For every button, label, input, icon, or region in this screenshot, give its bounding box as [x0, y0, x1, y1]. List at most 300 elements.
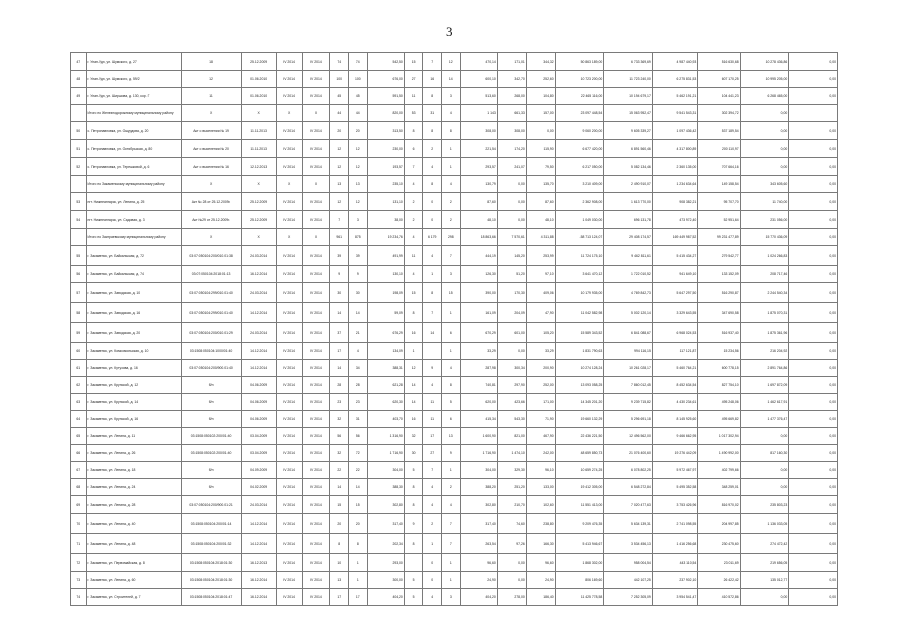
table-cell: 1 716,90	[460, 445, 497, 462]
table-cell: г. Закаменск, ул. Ленина, д. 48	[86, 534, 181, 554]
table-cell: 11.11.2013	[241, 122, 276, 140]
table-cell: 8	[442, 122, 461, 140]
table-cell: 0,00	[497, 554, 526, 572]
table-cell: 9 541 543,31	[652, 105, 697, 122]
table-cell: IV 2014	[302, 303, 330, 323]
table-cell: 5 296 691,18	[604, 411, 653, 428]
table-cell: 22	[349, 462, 368, 479]
table-cell: IV 2014	[302, 589, 330, 606]
table-cell: 8	[404, 479, 423, 496]
table-cell: X	[276, 105, 302, 122]
table-cell: 68	[71, 479, 87, 496]
table-cell: г. Закаменск, ул. Ленина, д. 28	[86, 496, 181, 514]
table-cell: 12	[330, 193, 349, 211]
table-cell: 9 605 339,27	[604, 122, 653, 140]
table-row	[71, 246, 838, 266]
table-cell: 4	[349, 343, 368, 360]
table-cell: 7 020 477,63	[604, 496, 653, 514]
table-cell: 10 194 679,17	[604, 88, 653, 105]
table-cell: 11 551 413,00	[555, 496, 604, 514]
table-cell: 13	[330, 572, 349, 589]
table-cell: 1 697 872,09	[740, 377, 789, 394]
table-cell: 300,00	[367, 572, 404, 589]
table-cell: 27	[423, 445, 442, 462]
table-cell: г. Закаменск, ул. Ленина, д. 26	[86, 445, 181, 462]
table-cell: г. Улан-Удэ, ул. Шумского, д. 59/2	[86, 71, 181, 88]
table-cell: IV 2014	[302, 377, 330, 394]
table-cell: 130,10	[367, 266, 404, 283]
table-cell: 5 413 946,67	[555, 534, 604, 554]
table-cell: 1 474,10	[497, 445, 526, 462]
table-cell: 263,54	[460, 534, 497, 554]
table-cell: г. Закаменск, ул. Ленина, д. 18	[86, 462, 181, 479]
table-cell: г. Закаменск, ул. Ленина, д. 11	[86, 428, 181, 445]
table-cell: 0,00	[789, 229, 838, 246]
table-cell: 12	[349, 158, 368, 176]
page-number: 3	[446, 24, 453, 39]
table-cell	[789, 105, 838, 122]
table-cell: IV 2014	[302, 394, 330, 411]
table-cell: 994 116,15	[604, 343, 653, 360]
table-cell: IV 2014	[276, 343, 302, 360]
table-cell: 27	[404, 71, 423, 88]
table-cell: 97,26	[497, 534, 526, 554]
table-cell: IV 2014	[302, 53, 330, 71]
table-cell: 268,00	[497, 88, 526, 105]
table-cell: 14	[423, 323, 442, 343]
table-row	[71, 377, 838, 394]
table-cell: 166,30	[526, 534, 555, 554]
table-cell: 15 063 952,47	[604, 105, 653, 122]
table-row	[71, 589, 838, 606]
table-cell: 1	[423, 266, 442, 283]
table-cell: 3 641 470,12	[555, 266, 604, 283]
table-cell: IV 2014	[302, 479, 330, 496]
table-cell: 4 317 800,89	[652, 140, 697, 158]
table-cell: 388,20	[460, 479, 497, 496]
table-cell: 304,00	[460, 462, 497, 479]
table-cell: 8	[404, 534, 423, 554]
table-cell: 473 972,40	[652, 211, 697, 229]
table-cell: 03:07:050104:200/010.01:29	[181, 323, 241, 343]
table-cell: г. Закаменск, ул. Крупской, д. 16	[86, 411, 181, 428]
table-cell: 15	[330, 496, 349, 514]
table-cell: 0,00	[789, 71, 838, 88]
table-cell: IV 2014	[276, 122, 302, 140]
table-cell: 0,00	[740, 122, 789, 140]
table-cell: 14	[330, 360, 349, 377]
table-row	[71, 323, 838, 343]
table-cell: 1 477 376,47	[740, 411, 789, 428]
table-cell: 11 723 240,00	[604, 71, 653, 88]
table-cell: 13	[330, 176, 349, 193]
table-cell: X	[276, 229, 302, 246]
table-cell: IV 2014	[302, 283, 330, 303]
table-cell: 2 891 764,86	[740, 360, 789, 377]
table-cell: 133,00	[526, 479, 555, 496]
table-cell: 827 754,10	[698, 377, 740, 394]
table-cell: г. Закаменск, ул. Заводская, д. 16	[86, 303, 181, 323]
table-cell: г. Унан-Удэ, ул. Шумского, д. 27	[86, 53, 181, 71]
table-cell: 6	[404, 140, 423, 158]
table-cell: IV 2014	[276, 193, 302, 211]
table-cell: 2	[423, 514, 442, 534]
table-cell: 67	[71, 462, 87, 479]
table-cell: 5	[404, 572, 423, 589]
table-row	[71, 428, 838, 445]
table-cell: 2	[404, 211, 423, 229]
table-cell: 161,09	[460, 303, 497, 323]
table-cell: 0,00	[526, 122, 555, 140]
table-cell: 16	[404, 411, 423, 428]
table-cell: Акт о выселении № 16	[181, 158, 241, 176]
table-cell: 10 995 205,00	[740, 71, 789, 88]
table-cell: г. Закаменск, ул. Крупской, д. 14	[86, 394, 181, 411]
table-cell: 24.03.2014	[241, 246, 276, 266]
table-cell: 6	[442, 411, 461, 428]
table-cell: 2 362 908,00	[555, 193, 604, 211]
table-cell: 600 778,15	[698, 360, 740, 377]
table-cell: 1 875 361,96	[740, 323, 789, 343]
table-cell: 03:1508:050104:2018:01:30	[181, 554, 241, 572]
table-cell: 45	[349, 88, 368, 105]
table-cell: 415,34	[460, 411, 497, 428]
table-cell: IV 2014	[302, 428, 330, 445]
table-cell: 15 234,56	[698, 343, 740, 360]
table-cell: 1 143	[460, 105, 497, 122]
table-cell: 19 234,76	[367, 229, 404, 246]
table-cell: 10 261 028,17	[604, 360, 653, 377]
table-cell: 14.12.2014	[241, 534, 276, 554]
table-row	[71, 71, 838, 88]
table-cell: 4	[404, 176, 423, 193]
table-cell: 17	[330, 343, 349, 360]
table-cell: 3 329 643,55	[652, 303, 697, 323]
table-cell: 131,10	[367, 193, 404, 211]
table-cell: 0,00	[789, 514, 838, 534]
table-cell: 252,60	[526, 71, 555, 88]
table-cell: 14	[330, 479, 349, 496]
table-cell: 13	[349, 176, 368, 193]
table-cell: 516 937,40	[698, 323, 740, 343]
table-cell: 16	[404, 323, 423, 343]
table-cell: 53	[71, 193, 87, 211]
table-cell: 14.12.2014	[241, 303, 276, 323]
table-cell: 238,80	[526, 514, 555, 534]
table-cell: 8	[404, 122, 423, 140]
table-cell: 821,00	[497, 428, 526, 445]
table-cell: 404,20	[367, 589, 404, 606]
table-cell: 516 630,68	[698, 53, 740, 71]
table-cell: 37	[330, 323, 349, 343]
table-cell: 308,00	[497, 122, 526, 140]
table-cell: 22	[330, 462, 349, 479]
table-cell: Итого по Железнодорожному муниципальному району	[86, 105, 181, 122]
table-cell: 216 204,92	[740, 343, 789, 360]
table-cell: 390,00	[460, 283, 497, 303]
table-cell: 0,00	[789, 122, 838, 140]
table-cell: 7	[442, 514, 461, 534]
table-cell: 16.12.2014	[241, 266, 276, 283]
table-cell: б/н	[181, 377, 241, 394]
table-cell: 543,30	[497, 411, 526, 428]
table-cell: 11 740,00	[740, 193, 789, 211]
table-cell: 51	[71, 140, 87, 158]
table-cell: X	[302, 105, 330, 122]
table-row	[71, 445, 838, 462]
table-row	[71, 514, 838, 534]
table-cell: 219 656,05	[740, 554, 789, 572]
table-cell: 4	[442, 105, 461, 122]
table-row	[71, 158, 838, 176]
table-cell: 8	[404, 496, 423, 514]
table-cell: 1	[349, 572, 368, 589]
table-cell: 9	[404, 514, 423, 534]
table-cell: 10 274 128,24	[555, 360, 604, 377]
table-row	[71, 572, 838, 589]
table-cell: 79,50	[526, 158, 555, 176]
table-cell: 308,00	[460, 122, 497, 140]
table-cell: 130,79	[460, 176, 497, 193]
table-cell: Акт о выселении № 20	[181, 140, 241, 158]
table-cell: IV 2014	[302, 246, 330, 266]
table-cell: 186,40	[526, 589, 555, 606]
table-cell: 0,00	[789, 462, 838, 479]
table-cell: 2	[404, 193, 423, 211]
table-cell: б/н	[181, 411, 241, 428]
table-cell: 104 441,23	[698, 88, 740, 105]
table-cell: 1	[442, 158, 461, 176]
table-cell: 03:07:050104:2018:01:13	[181, 266, 241, 283]
table-cell: 104,80	[526, 88, 555, 105]
table-cell: 32	[330, 445, 349, 462]
table-cell: 287,98	[460, 360, 497, 377]
table-cell: 72	[71, 554, 87, 572]
table-cell: 513,60	[460, 88, 497, 105]
table-cell: 0,00	[789, 246, 838, 266]
table-cell: 11	[404, 88, 423, 105]
table-cell: 1 049 030,00	[555, 211, 604, 229]
table-cell: 14.12.2014	[241, 343, 276, 360]
table-cell: IV 2014	[276, 462, 302, 479]
table-cell: 210,70	[497, 496, 526, 514]
table-cell: 48,10	[526, 211, 555, 229]
table-cell: 16.12.2014	[241, 572, 276, 589]
table-cell: 33,29	[526, 343, 555, 360]
table-cell: 12	[330, 140, 349, 158]
table-cell: 169 449 987,52	[652, 229, 697, 246]
table-cell: г. Закаменск, ул. Комсомольская, д. 10	[86, 343, 181, 360]
table-cell: IV 2014	[276, 246, 302, 266]
table-cell: 443 110,54	[652, 554, 697, 572]
table-cell: 17	[423, 428, 442, 445]
table-cell: 9	[423, 360, 442, 377]
table-cell: 55	[71, 246, 87, 266]
table-cell: 61	[71, 360, 87, 377]
table-cell: 117 121,87	[652, 343, 697, 360]
table-cell: 242,00	[526, 445, 555, 462]
table-cell: 74	[71, 589, 87, 606]
table-cell: 6 078 802,25	[604, 462, 653, 479]
table-cell: 0,00	[789, 140, 838, 158]
table-cell: 03:1508:050104:2018:01:30	[181, 572, 241, 589]
table-cell: 03:1508:050102:200/01:40	[181, 445, 241, 462]
table-cell: IV 2014	[302, 323, 330, 343]
table-cell: 0,00	[740, 158, 789, 176]
table-cell: 7 252 305,09	[604, 589, 653, 606]
table-cell: 170,30	[497, 283, 526, 303]
table-cell: 404,20	[460, 589, 497, 606]
table-cell: 1 097 436,42	[652, 122, 697, 140]
table-cell: 537 189,54	[698, 122, 740, 140]
table-cell: г. Закаменск, ул. Ленина, д. 24	[86, 479, 181, 496]
table-cell: IV 2014	[276, 394, 302, 411]
table-cell: IV 2014	[302, 534, 330, 554]
table-cell: 2 741 098,55	[652, 514, 697, 534]
table-cell: 347 690,58	[698, 303, 740, 323]
table-cell: 3	[442, 266, 461, 283]
table-cell: 2	[423, 140, 442, 158]
table-cell: 31	[423, 105, 442, 122]
table-cell: 237 902,10	[652, 572, 697, 589]
table-cell: 44	[330, 105, 349, 122]
table-row	[71, 283, 838, 303]
table-cell: 0,00	[789, 158, 838, 176]
subtotal-row	[71, 105, 838, 122]
table-cell: 198,09	[367, 283, 404, 303]
table-cell: 279 542,77	[698, 246, 740, 266]
table-cell: 5 495 352,58	[652, 479, 697, 496]
table-cell: 313,50	[367, 122, 404, 140]
table-cell: 6 677 420,00	[555, 140, 604, 158]
table-cell: 50 863 189,00	[555, 53, 604, 71]
table-cell: г. Закаменск, ул. Ленина, д. 40	[86, 514, 181, 534]
table-cell: 9 462 811,61	[604, 246, 653, 266]
table-cell	[404, 554, 423, 572]
table-cell: 48	[71, 71, 87, 88]
table-cell: 941 649,10	[652, 266, 697, 283]
table-cell: с. Петропавловка, ул. Терешковой, д. 6	[86, 158, 181, 176]
table-cell: 03:07:050104:299/010.01:40	[181, 283, 241, 303]
table-cell: X	[181, 176, 241, 193]
table-cell: 74,60	[497, 514, 526, 534]
table-row	[71, 211, 838, 229]
table-cell: 0,00	[789, 303, 838, 323]
table-cell: 1	[442, 343, 461, 360]
table-cell: 676,00	[367, 71, 404, 88]
table-cell: 15 770 436,09	[740, 229, 789, 246]
table-cell: IV 2014	[276, 514, 302, 534]
table-cell	[71, 176, 87, 193]
table-cell: 22 465 116,00	[555, 88, 604, 105]
table-cell: 491,99	[367, 246, 404, 266]
table-cell: г. Закаменск, ул. Заводская, д. 10	[86, 283, 181, 303]
subtotal-row	[71, 176, 838, 193]
table-cell: -58 713 124,07	[555, 229, 604, 246]
table-cell: 9 060 200,00	[555, 122, 604, 140]
table-cell: 126,30	[460, 266, 497, 283]
table-cell: 302,80	[460, 496, 497, 514]
table-cell: 03:07:050104:200/900.01:21	[181, 496, 241, 514]
table-cell: 12	[330, 158, 349, 176]
table-cell: 0,00	[789, 283, 838, 303]
table-cell: 72	[349, 445, 368, 462]
table-cell: 1 600,90	[460, 428, 497, 445]
table-cell: 1 716,90	[367, 445, 404, 462]
table-cell: 11	[181, 88, 241, 105]
table-cell: 54	[71, 211, 87, 229]
table-cell: IV 2014	[302, 88, 330, 105]
table-row	[71, 360, 838, 377]
table-cell: 591,50	[367, 88, 404, 105]
table-cell: 274 472,42	[740, 534, 789, 554]
table-cell: 7	[330, 211, 349, 229]
table-cell: 56	[330, 428, 349, 445]
table-cell: 0,00	[497, 572, 526, 589]
table-cell: 74	[349, 53, 368, 71]
table-cell: IV 2014	[302, 266, 330, 283]
table-cell: 0,00	[740, 428, 789, 445]
table-cell: 71	[71, 534, 87, 554]
table-cell: 1 831 790,63	[555, 343, 604, 360]
table-cell: 230 475,60	[698, 534, 740, 554]
table-cell: 409,06	[526, 283, 555, 303]
table-cell: 241,07	[497, 158, 526, 176]
table-cell: 39	[349, 246, 368, 266]
table-cell: 329,30	[497, 462, 526, 479]
table-cell: 100	[330, 71, 349, 88]
table-cell: 403,70	[367, 411, 404, 428]
table-cell: 56	[71, 266, 87, 283]
table-cell: 145,20	[497, 246, 526, 266]
table-cell: 4 430 234,61	[652, 394, 697, 411]
table-cell: 208 717,46	[740, 266, 789, 283]
table-cell: 1 416 256,68	[652, 534, 697, 554]
table-cell: 95 707,70	[698, 193, 740, 211]
table-cell: 73	[71, 572, 87, 589]
table-cell: 8 452 634,54	[652, 377, 697, 394]
table-cell: 11 042 582,98	[555, 303, 604, 323]
table-cell: IV 2014	[276, 572, 302, 589]
table-cell: 135,70	[526, 176, 555, 193]
table-cell: X	[276, 176, 302, 193]
table-cell: г. Закаменск, ул. Крупской, д. 12	[86, 377, 181, 394]
table-cell: 7	[442, 534, 461, 554]
table-cell: IV 2014	[302, 496, 330, 514]
table-cell: 3	[442, 589, 461, 606]
table-cell: 6 268 465,00	[740, 88, 789, 105]
table-cell: IV 2014	[302, 193, 330, 211]
table-cell: 661,33	[497, 105, 526, 122]
table-cell: 11	[404, 246, 423, 266]
table-cell: 423,66	[497, 394, 526, 411]
table-cell: 96,10	[526, 462, 555, 479]
table-cell: 235,10	[367, 176, 404, 193]
table-cell: 23	[349, 394, 368, 411]
table-cell: 0,00	[789, 88, 838, 105]
table-cell: 97,10	[526, 266, 555, 283]
table-cell: 12 496 562,00	[604, 428, 653, 445]
table-cell: IV 2014	[276, 283, 302, 303]
table-cell: 12	[349, 193, 368, 211]
table-cell: IV 2014	[302, 343, 330, 360]
table-cell: IV 2014	[302, 445, 330, 462]
table-cell: 8 145 925,60	[652, 411, 697, 428]
table-cell: 0,00	[740, 140, 789, 158]
table-row	[71, 53, 838, 71]
table-cell: 19 660 132,29	[555, 411, 604, 428]
table-cell: IV 2014	[276, 71, 302, 88]
